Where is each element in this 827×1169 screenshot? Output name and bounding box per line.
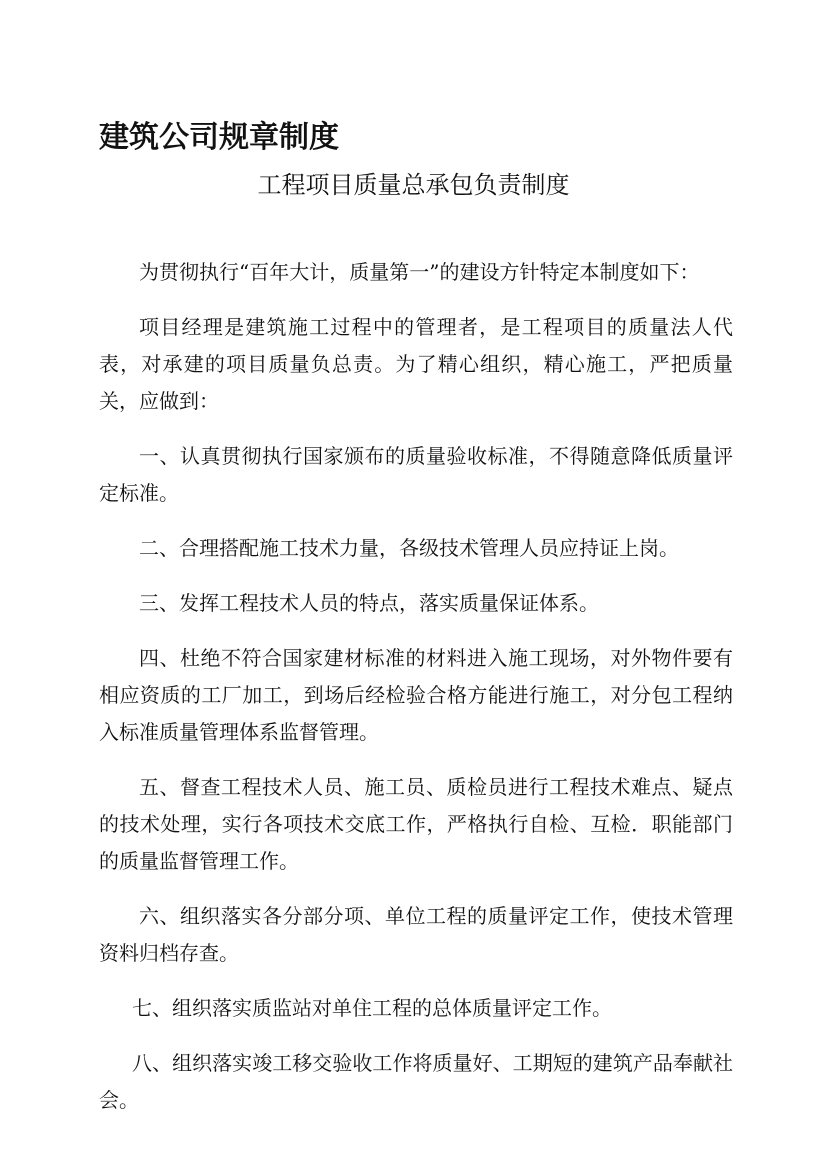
item-paragraph-2: 二、合理搭配施工技术力量，各级技术管理人员应持证上岗。 — [139, 536, 679, 560]
item-paragraph-3: 三、发挥工程技术人员的特点，落实质量保证体系。 — [139, 591, 599, 615]
regulation-title: 工程项目质量总承包负责制度 — [257, 171, 570, 199]
preamble-paragraph: 项目经理是建筑施工过程中的管理者，是工程项目的质量法人代表，对承建的项目质量负总责。为了精心组织，精心施工，严把质量关，应做到： — [99, 315, 733, 413]
intro-paragraph: 为贯彻执行“百年大计，质量第一”的建设方针特定本制度如下： — [139, 260, 700, 284]
company-title: 建筑公司规章制度 — [99, 120, 339, 155]
item-paragraph-6: 六、组织落实各分部分项、单位工程的质量评定工作，使技术管理资料归档存查。 — [99, 904, 733, 965]
item-paragraph-4: 四、杜绝不符合国家建材标准的材料进入施工现场，对外物件要有相应资质的工厂加工，到场后经检验合格方能进行施工，对分包工程纳入标准质量管理体系监督管理。 — [99, 646, 733, 744]
document-body — [99, 254, 733, 1137]
item-paragraph-7: 七、组织落实质监站对单住工程的总体质量评定工作。 — [132, 996, 612, 1020]
item-paragraph-8: 八、组织落实竣工移交验收工作将质量好、工期短的建筑产品奉献社会。 — [99, 1051, 733, 1112]
item-paragraph-1: 一、认真贯彻执行国家颁布的质量验收标准，不得随意降低质量评定标准。 — [99, 444, 733, 505]
item-paragraph-5: 五、督查工程技术人员、施工员、质检员进行工程技术难点、疑点的技术处理，实行各项技术交底工作，严格执行自检、互检．职能部门的质量监督管理工作。 — [99, 775, 733, 873]
